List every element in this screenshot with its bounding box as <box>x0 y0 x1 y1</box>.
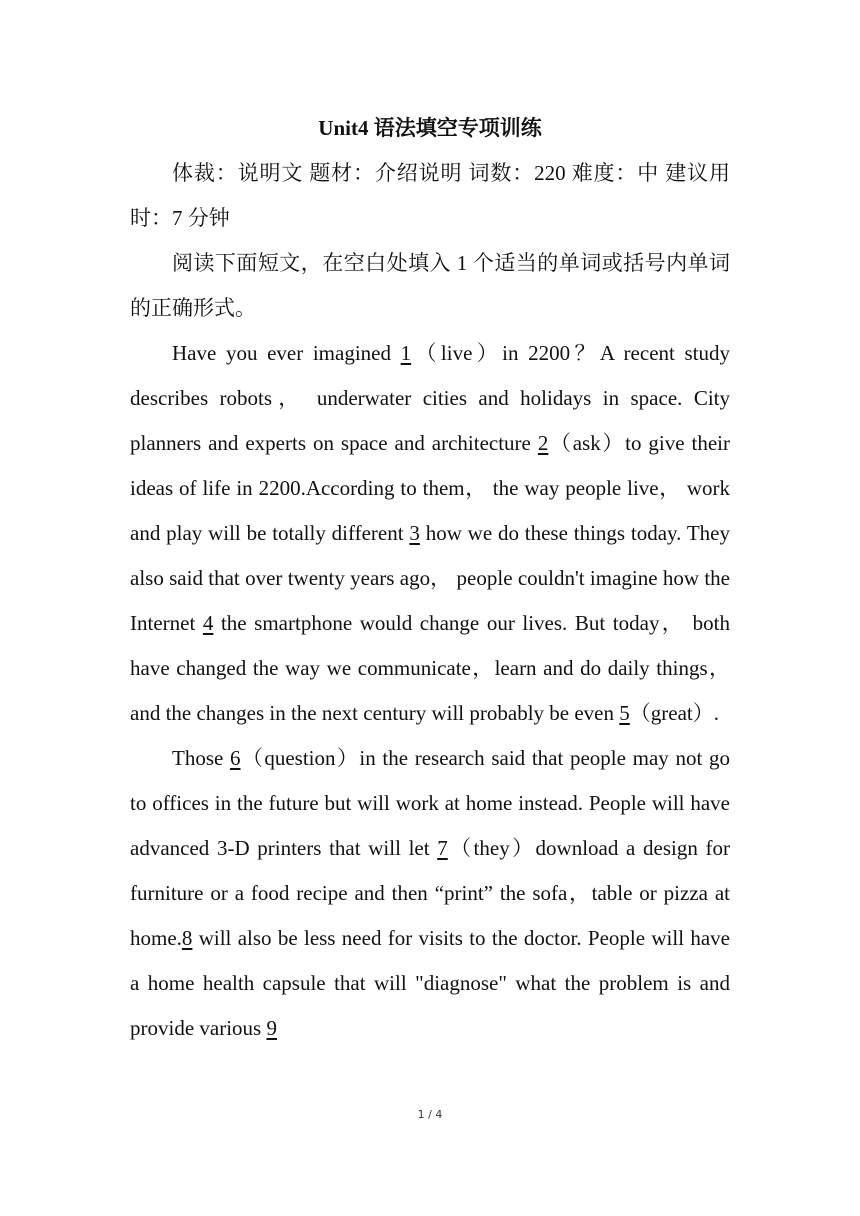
document-title: Unit4 语法填空专项训练 <box>318 116 542 140</box>
blank-8: 8 <box>181 926 193 950</box>
blank-9: 9 <box>266 1016 277 1040</box>
text-run: Have you ever imagined <box>172 341 401 365</box>
blank-2: 2 <box>537 431 549 455</box>
text-run: （they）download a design for furniture or a food recipe and then “print” the sofa，table or pizza at home. <box>130 836 730 950</box>
text-run: （question）in the research said that people may not go to offices in the future but will work at home instead. People will have advanced 3-D printers that will let <box>130 746 730 860</box>
blank-4: 4 <box>202 611 214 635</box>
text-run: （live）in 2200？A recent study describes robots， underwater cities and holidays in space. City planners and experts on space and architecture <box>130 341 730 455</box>
document-page <box>130 106 730 1051</box>
blank-1: 1 <box>400 341 412 365</box>
passage-paragraph-1 <box>130 331 730 736</box>
info-line: 体裁：说明文 题材：介绍说明 词数：220 难度：中 建议用时：7 分钟 <box>130 161 730 230</box>
instruction: 阅读下面短文，在空白处填入 1 个适当的单词或括号内单词的正确形式。 <box>130 251 730 320</box>
blank-5: 5 <box>619 701 630 725</box>
page-number: 1 / 4 <box>417 1108 443 1121</box>
text-run: Those <box>172 746 230 770</box>
text-run: how we do these things today. They also said that over twenty years ago， people couldn't imagine how the Internet <box>130 521 730 635</box>
blank-3: 3 <box>409 521 420 545</box>
text-run: the smartphone would change our lives. But today， both have changed the way we communicate，learn and do daily things，and the changes in the next century will probably be even <box>130 611 730 725</box>
text-run: will also be less need for visits to the doctor. People will have a home health capsule that will "diagnose" what the problem is and provide various <box>130 926 730 1040</box>
blank-6: 6 <box>230 746 241 770</box>
blank-7: 7 <box>437 836 448 860</box>
text-run: （great）. <box>629 701 719 725</box>
text-run: （ask）to give their ideas of life in 2200.According to them， the way people live， work and play will be totally different <box>130 431 731 545</box>
passage-paragraph-2 <box>130 736 730 1051</box>
